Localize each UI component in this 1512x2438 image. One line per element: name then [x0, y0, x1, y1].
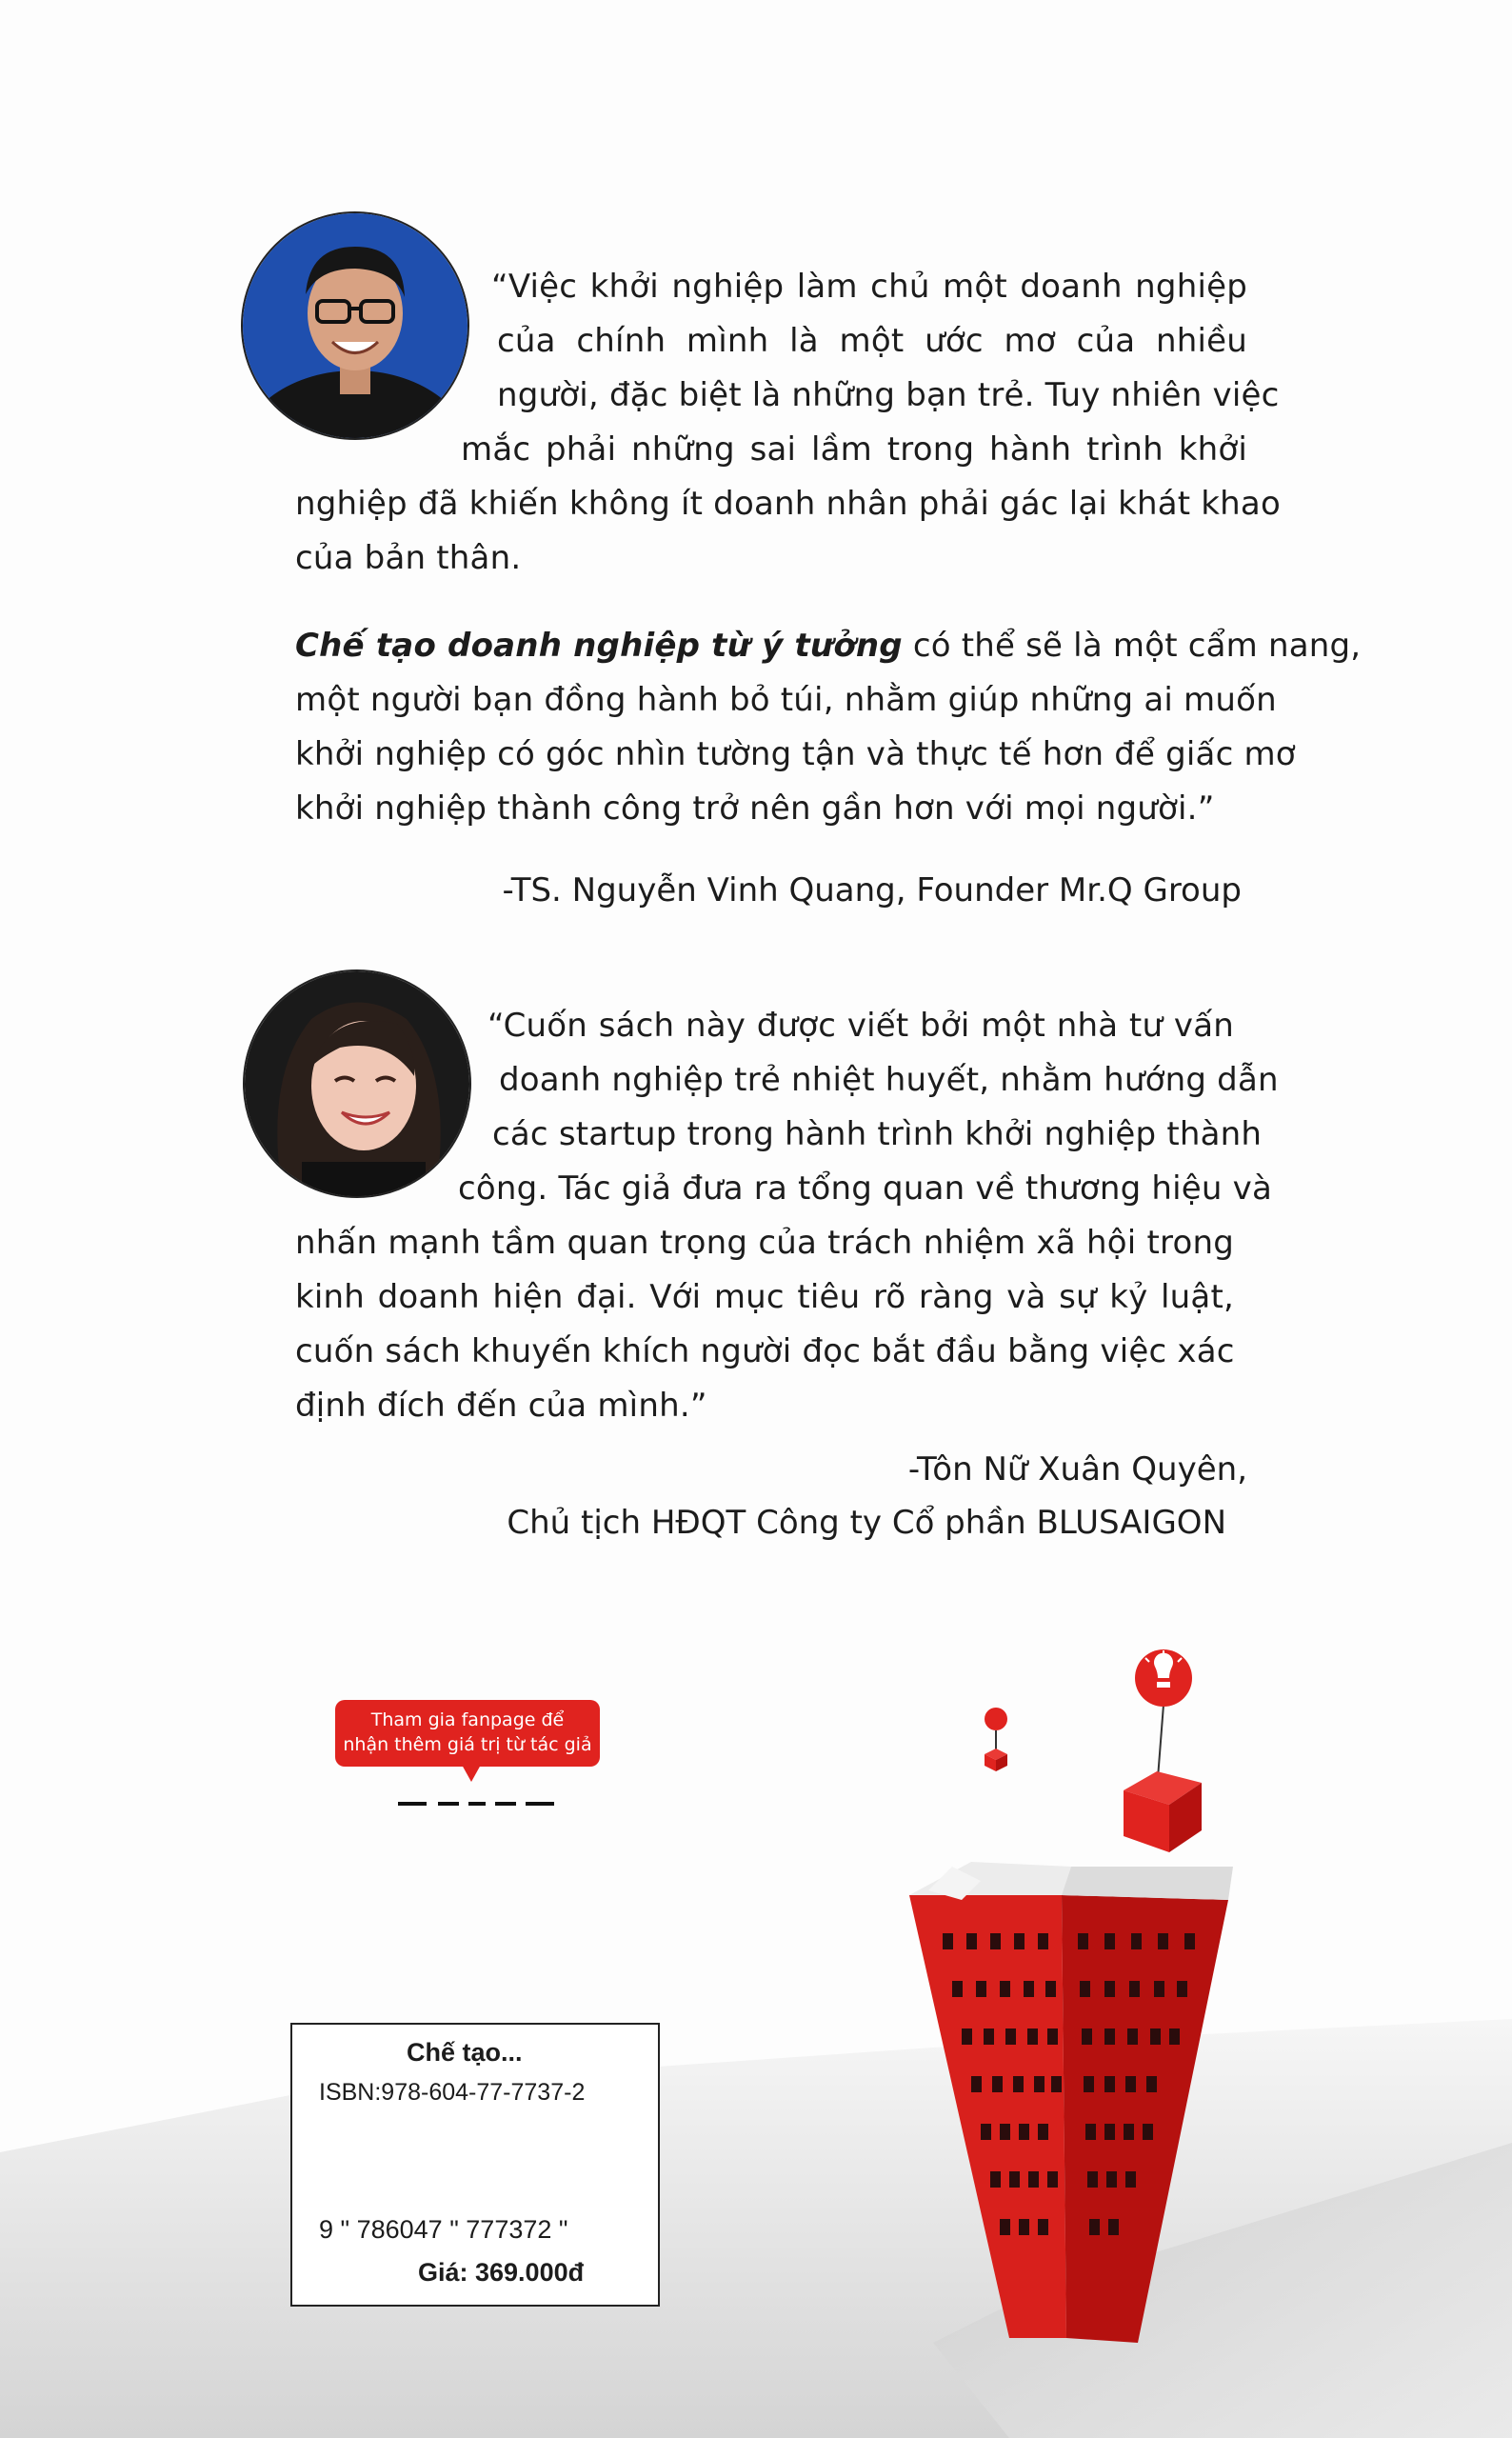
fanpage-callout[interactable] — [335, 1700, 600, 1767]
quote-2-attribution-name: -Tôn Nữ Xuân Quyên, — [907, 1450, 1247, 1489]
barcode-digits: 9 " 786047 " 777372 " — [319, 2215, 568, 2244]
quote-line: khởi nghiệp có góc nhìn tường tận và thực tế hơn để giấc mơ — [295, 735, 1296, 773]
quote-line: công. Tác giả đưa ra tổng quan về thương hiệu và — [458, 1169, 1273, 1208]
quote-1-paragraph-2 — [295, 619, 1362, 836]
quote-2-text — [295, 999, 1279, 1433]
quote-line: nhấn mạnh tầm quan trọng của trách nhiệm xã hội trong — [295, 1224, 1234, 1262]
quote-line: “Việc khởi nghiệp làm chủ một doanh nghiệp — [491, 268, 1247, 306]
quote-line: một người bạn đồng hành bỏ túi, nhằm giúp những ai muốn — [295, 681, 1277, 719]
quote-line: “Cuốn sách này được viết bởi một nhà tư vấn — [487, 1007, 1234, 1045]
small-balloon-icon — [985, 1708, 1007, 1771]
quote-line: của chính mình là một ước mơ của nhiều — [497, 322, 1247, 360]
quote-1-text — [295, 260, 1281, 586]
callout-tail — [462, 1765, 481, 1782]
lightbulb-balloon-icon — [1124, 1649, 1202, 1852]
quote-line-rest: có thể sẽ là một cẩm nang, — [902, 627, 1362, 665]
quote-line: kinh doanh hiện đại. Với mục tiêu rõ ràng và sự kỷ luật, — [295, 1278, 1234, 1316]
quote-line: doanh nghiệp trẻ nhiệt huyết, nhằm hướng dẫn — [499, 1061, 1279, 1099]
quote-1-attribution: -TS. Nguyễn Vinh Quang, Founder Mr.Q Group — [502, 871, 1242, 909]
fanpage-line-1: Tham gia fanpage để — [370, 1709, 565, 1730]
quote-line: khởi nghiệp thành công trở nên gần hơn với mọi người.” — [295, 789, 1215, 828]
quote-line: người, đặc biệt là những bạn trẻ. Tuy nhiên việc — [497, 376, 1280, 414]
quote-line: cuốn sách khuyến khích người đọc bắt đầu bằng việc xác — [295, 1332, 1235, 1370]
isbn-number: ISBN:978-604-77-7737-2 — [319, 2079, 586, 2106]
quote-line: của bản thân. — [295, 539, 522, 577]
quote-line: các startup trong hành trình khởi nghiệp thành — [492, 1115, 1263, 1153]
barcode-label — [290, 2023, 660, 2307]
quote-line: định đích đến của mình.” — [295, 1387, 707, 1425]
quote-line: nghiệp đã khiến không ít doanh nhân phải gác lại khát khao — [295, 485, 1281, 523]
fanpage-line-2: nhận thêm giá trị từ tác giả — [343, 1734, 592, 1755]
price: Giá: 369.000đ — [418, 2258, 585, 2287]
quote-line: mắc phải những sai lầm trong hành trình khởi — [461, 430, 1247, 469]
barcode-title: Chế tạo... — [407, 2038, 523, 2067]
logo-mark — [398, 1802, 554, 1806]
book-title: Chế tạo doanh nghiệp từ ý tưởng — [295, 627, 903, 665]
quote-line — [295, 619, 1362, 673]
quote-2-attribution-role: Chủ tịch HĐQT Công ty Cổ phần BLUSAIGON — [507, 1504, 1226, 1542]
